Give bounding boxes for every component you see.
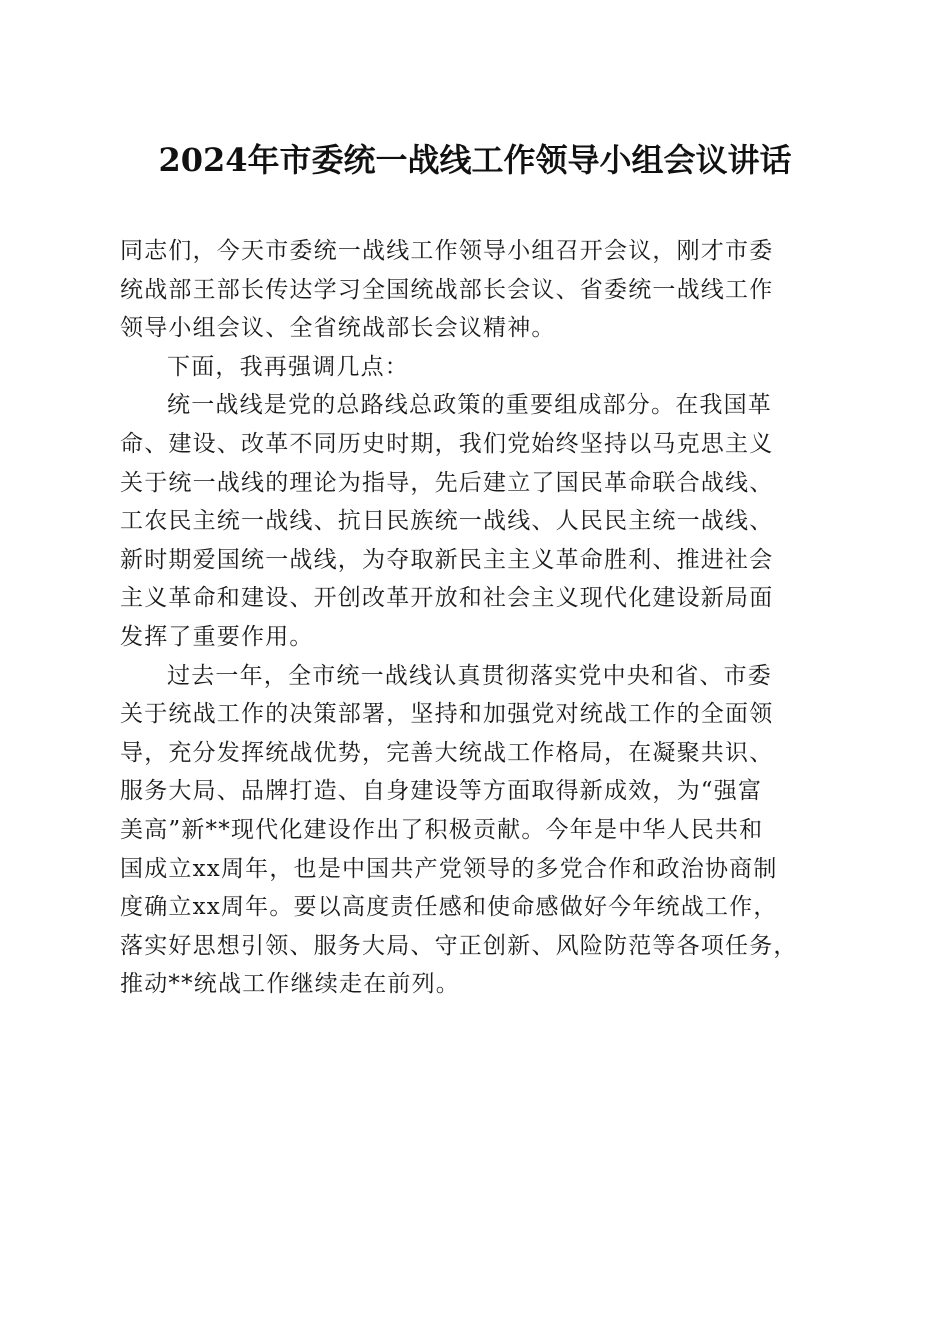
text-line: 命、建设、改革不同历史时期，我们党始终坚持以马克思主义 xyxy=(120,430,774,457)
document-body xyxy=(120,232,850,1004)
text-line: 落实好思想引领、服务大局、守正创新、风险防范等各项任务， xyxy=(120,932,798,959)
text-line: 新时期爱国统一战线，为夺取新民主主义革命胜利、推进社会 xyxy=(120,546,774,573)
text-line: 发挥了重要作用。 xyxy=(120,623,314,650)
text-line: 国成立xx周年，也是中国共产党领导的多党合作和政治协商制 xyxy=(120,855,778,882)
text-line: 关于统一战线的理论为指导，先后建立了国民革命联合战线、 xyxy=(120,469,774,496)
text-line: 推动**统战工作继续走在前列。 xyxy=(120,971,460,998)
text-line: 美高”新**现代化建设作出了积极贡献。今年是中华人民共和 xyxy=(120,816,764,843)
text-line: 统战部王部长传达学习全国统战部长会议、省委统一战线工作 xyxy=(120,276,774,303)
paragraph-transition xyxy=(120,348,850,387)
document-title: 2024年市委统一战线工作领导小组会议讲话 xyxy=(158,141,792,179)
text-line: 领导小组会议、全省统战部长会议精神。 xyxy=(120,315,556,342)
text-line: 主义革命和建设、开创改革开放和社会主义现代化建设新局面 xyxy=(120,585,774,612)
paragraph-past-year xyxy=(120,657,850,1004)
text-line: 度确立xx周年。要以高度责任感和使命感做好今年统战工作， xyxy=(120,894,778,921)
text-line: 同志们，今天市委统一战线工作领导小组召开会议，刚才市委 xyxy=(120,238,774,264)
paragraph-greeting xyxy=(120,232,850,348)
text-line: 导，充分发挥统战优势，完善大统战工作格局，在凝聚共识、 xyxy=(120,739,774,766)
text-line: 统一战线是党的总路线总政策的重要组成部分。在我国革 xyxy=(167,392,772,419)
text-line: 关于统战工作的决策部署，坚持和加强党对统战工作的全面领 xyxy=(120,701,774,728)
text-line: 过去一年，全市统一战线认真贯彻落实党中央和省、市委 xyxy=(167,662,772,689)
text-line: 下面，我再强调几点： xyxy=(167,353,409,380)
text-line: 工农民主统一战线、抗日民族统一战线、人民民主统一战线、 xyxy=(120,508,774,535)
text-line: 服务大局、品牌打造、自身建设等方面取得新成效，为“强富 xyxy=(120,778,763,805)
paragraph-united-front xyxy=(120,386,850,656)
